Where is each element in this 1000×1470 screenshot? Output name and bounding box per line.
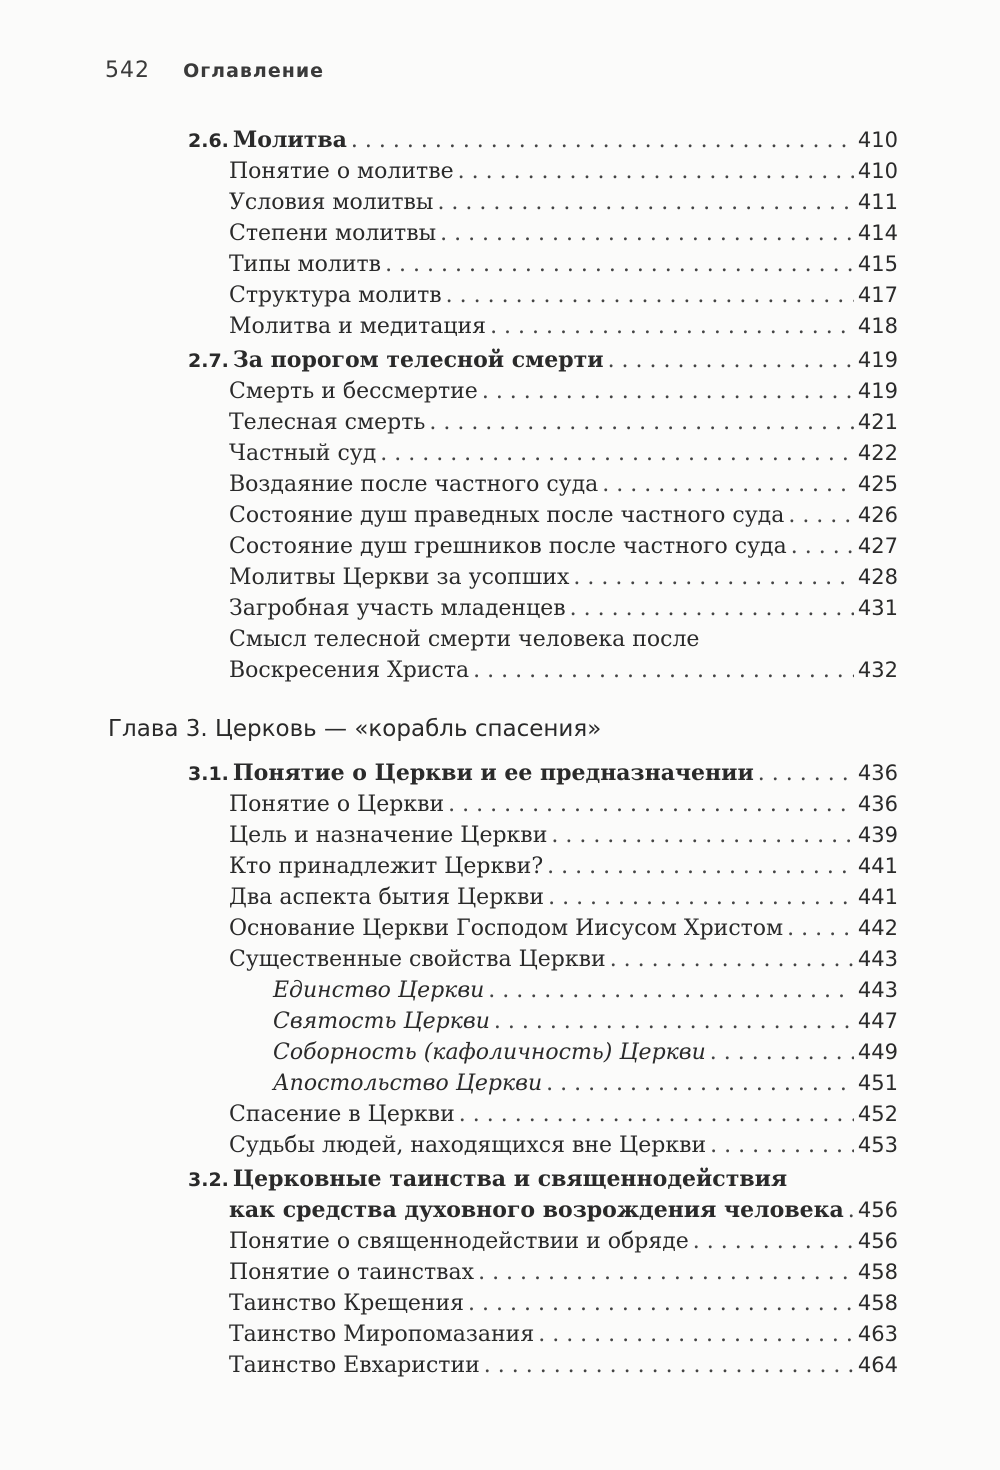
- entry-page-number: 432: [857, 658, 898, 682]
- entry-title: [229, 1130, 706, 1161]
- entry-title: [229, 376, 478, 407]
- toc-entry: [0, 562, 1000, 593]
- entry-label: Состояние душ праведных после частного суда: [229, 503, 785, 528]
- section-number: 3.2.: [188, 1169, 229, 1191]
- toc-entry: [0, 311, 1000, 342]
- toc-entry: [0, 1226, 1000, 1257]
- entry-page-number: 453: [857, 1133, 898, 1157]
- dot-leader: [608, 345, 854, 376]
- dot-leader: [758, 758, 854, 789]
- entry-label: Существенные свойства Церкви: [229, 947, 606, 972]
- section-number: 3.1.: [188, 763, 229, 785]
- entry-title: [273, 1006, 490, 1037]
- dot-leader: [446, 280, 854, 311]
- toc-entry: [0, 758, 1000, 789]
- entry-title: [229, 407, 425, 438]
- toc-entry: [0, 882, 1000, 913]
- entry-title: [229, 500, 784, 531]
- entry-title: [229, 655, 469, 686]
- entry-title: [229, 218, 436, 249]
- toc-block-chapter3: [0, 758, 1000, 1381]
- entry-label: Степени молитвы: [229, 221, 437, 246]
- entry-title: [188, 345, 604, 377]
- toc-entry: [0, 376, 1000, 407]
- entry-label: Состояние душ грешников после частного суда: [229, 534, 787, 559]
- entry-label: Воскресения Христа: [229, 658, 470, 683]
- toc-block-chapter2: [0, 125, 1000, 686]
- dot-leader: [570, 593, 854, 624]
- entry-title: [229, 593, 566, 624]
- dot-leader: [602, 469, 854, 500]
- entry-title: [229, 249, 381, 280]
- entry-page-number: 411: [857, 190, 898, 214]
- entry-label: За порогом телесной смерти: [232, 347, 604, 373]
- toc-entry: [0, 851, 1000, 882]
- entry-page-number: 418: [857, 314, 898, 338]
- entry-title: [229, 944, 606, 975]
- entry-label: Загробная участь младенцев: [229, 596, 566, 621]
- entry-title: [229, 562, 569, 593]
- toc-entry: [0, 469, 1000, 500]
- entry-title: [229, 187, 433, 218]
- entry-page-number: 428: [857, 565, 898, 589]
- entry-page-number: 443: [857, 947, 898, 971]
- chapter-heading: Глава 3. Церковь — «корабль спасения»: [108, 716, 602, 742]
- entry-title: [229, 1226, 689, 1257]
- entry-label: Судьбы людей, находящихся вне Церкви: [229, 1133, 707, 1158]
- entry-label: Условия молитвы: [229, 190, 434, 215]
- entry-page-number: 419: [857, 379, 898, 403]
- dot-leader: [710, 1037, 854, 1068]
- entry-title: [229, 1288, 464, 1319]
- section-number: 2.7.: [188, 350, 229, 372]
- entry-label: Молитва и медитация: [229, 314, 487, 339]
- page-number: 542: [105, 58, 150, 83]
- entry-page-number: 421: [857, 410, 898, 434]
- entry-label: Два аспекта бытия Церкви: [229, 885, 545, 910]
- entry-title: [229, 789, 444, 820]
- dot-leader: [787, 913, 854, 944]
- entry-title: [273, 1068, 542, 1099]
- entry-page-number: 447: [857, 1009, 898, 1033]
- entry-title: [229, 624, 699, 655]
- running-title: Оглавление: [183, 60, 325, 82]
- entry-page-number: 431: [857, 596, 898, 620]
- entry-label: Типы молитв: [229, 252, 382, 277]
- entry-label: Единство Церкви: [273, 978, 485, 1003]
- entry-page-number: 463: [857, 1322, 898, 1346]
- toc-entry: [0, 1130, 1000, 1161]
- toc-entry: [0, 1099, 1000, 1130]
- entry-title: [229, 882, 544, 913]
- entry-label: Понятие о молитве: [229, 159, 454, 184]
- toc-entry: [0, 1068, 1000, 1099]
- entry-page-number: 456: [857, 1229, 898, 1253]
- entry-label: Смерть и бессмертие: [229, 379, 478, 404]
- toc-entry: [0, 1037, 1000, 1068]
- toc-entry: [0, 407, 1000, 438]
- toc-entry: [0, 593, 1000, 624]
- toc-entry: [0, 913, 1000, 944]
- toc-entry: [0, 249, 1000, 280]
- entry-title: [229, 311, 486, 342]
- toc-entry: [0, 1195, 1000, 1226]
- entry-page-number: 422: [857, 441, 898, 465]
- toc-entry: [0, 975, 1000, 1006]
- entry-label: Кто принадлежит Церкви?: [229, 854, 544, 879]
- entry-title: [229, 156, 454, 187]
- entry-title: [229, 1350, 480, 1381]
- toc-entry: [0, 187, 1000, 218]
- entry-page-number: 427: [857, 534, 898, 558]
- entry-label: Воздаяние после частного суда: [229, 472, 599, 497]
- dot-leader: [490, 311, 854, 342]
- toc-entry: [0, 1350, 1000, 1381]
- dot-leader: [380, 438, 854, 469]
- entry-title: [188, 125, 347, 157]
- entry-title: [229, 280, 442, 311]
- entry-label: как средства духовного возрождения человека: [229, 1197, 844, 1223]
- toc-entry: [0, 655, 1000, 686]
- entry-title: [273, 975, 484, 1006]
- entry-page-number: 410: [857, 159, 898, 183]
- toc-entry: [0, 438, 1000, 469]
- entry-title: [188, 758, 754, 790]
- entry-page-number: 442: [857, 916, 898, 940]
- toc-entry: [0, 500, 1000, 531]
- entry-page-number: 441: [857, 885, 898, 909]
- entry-label: Цель и назначение Церкви: [229, 823, 548, 848]
- entry-title: [188, 1164, 787, 1196]
- section-number: 2.6.: [188, 130, 229, 152]
- toc-entry: [0, 125, 1000, 156]
- entry-label: Молитвы Церкви за усопших: [229, 565, 570, 590]
- entry-label: Спасение в Церкви: [229, 1102, 455, 1127]
- entry-label: Церковные таинства и священнодействия: [232, 1166, 788, 1192]
- dot-leader: [351, 125, 854, 156]
- entry-title: [229, 1195, 844, 1226]
- toc-entry: [0, 218, 1000, 249]
- toc-entry: [0, 789, 1000, 820]
- entry-page-number: 414: [857, 221, 898, 245]
- dot-leader: [473, 655, 854, 686]
- toc-entry: [0, 1257, 1000, 1288]
- entry-label: Структура молитв: [229, 283, 442, 308]
- dot-leader: [573, 562, 854, 593]
- entry-label: Святость Церкви: [273, 1009, 490, 1034]
- dot-leader: [547, 851, 854, 882]
- dot-leader: [484, 1350, 854, 1381]
- dot-leader: [693, 1226, 854, 1257]
- entry-page-number: 425: [857, 472, 898, 496]
- entry-title: [229, 438, 376, 469]
- entry-label: Апостольство Церкви: [273, 1071, 543, 1096]
- dot-leader: [448, 789, 854, 820]
- toc-entry: [0, 1288, 1000, 1319]
- entry-title: [229, 1257, 474, 1288]
- dot-leader: [791, 531, 854, 562]
- toc-entry: [0, 944, 1000, 975]
- dot-leader: [546, 1068, 854, 1099]
- entry-label: Понятие о Церкви и ее предназначении: [232, 760, 754, 786]
- entry-page-number: 426: [857, 503, 898, 527]
- entry-title: [229, 913, 783, 944]
- dot-leader: [494, 1006, 854, 1037]
- entry-title: [229, 820, 547, 851]
- entry-page-number: 417: [857, 283, 898, 307]
- dot-leader: [710, 1130, 854, 1161]
- entry-page-number: 419: [857, 348, 898, 372]
- entry-page-number: 436: [857, 792, 898, 816]
- dot-leader: [788, 500, 854, 531]
- entry-label: Понятие о таинствах: [229, 1260, 475, 1285]
- dot-leader: [478, 1257, 854, 1288]
- entry-page-number: 415: [857, 252, 898, 276]
- entry-page-number: 443: [857, 978, 898, 1002]
- entry-title: [229, 531, 787, 562]
- entry-label: Основание Церкви Господом Иисусом Христом: [229, 916, 784, 941]
- entry-title: [229, 469, 598, 500]
- dot-leader: [429, 407, 854, 438]
- toc-entry: [0, 345, 1000, 376]
- entry-page-number: 464: [857, 1353, 898, 1377]
- entry-label: Понятие о Церкви: [229, 792, 445, 817]
- toc-entry: [0, 1319, 1000, 1350]
- entry-page-number: 458: [857, 1291, 898, 1315]
- entry-title: [229, 1099, 455, 1130]
- toc-entry: [0, 1164, 1000, 1195]
- entry-page-number: 456: [857, 1198, 898, 1222]
- dot-leader: [610, 944, 854, 975]
- toc-entry: [0, 531, 1000, 562]
- entry-title: [273, 1037, 706, 1068]
- entry-title: [229, 1319, 534, 1350]
- toc-entry: [0, 156, 1000, 187]
- entry-page-number: 410: [857, 128, 898, 152]
- dot-leader: [440, 218, 854, 249]
- entry-label: Молитва: [232, 127, 347, 153]
- entry-label: Соборность (кафоличность) Церкви: [273, 1040, 706, 1065]
- dot-leader: [482, 376, 854, 407]
- entry-page-number: 451: [857, 1071, 898, 1095]
- entry-page-number: 452: [857, 1102, 898, 1126]
- entry-label: Смысл телесной смерти человека после: [229, 627, 700, 652]
- dot-leader: [437, 187, 853, 218]
- dot-leader: [385, 249, 854, 280]
- entry-page-number: 449: [857, 1040, 898, 1064]
- dot-leader: [848, 1195, 854, 1226]
- dot-leader: [458, 156, 854, 187]
- dot-leader: [468, 1288, 854, 1319]
- table-of-contents: [0, 122, 1000, 1381]
- dot-leader: [459, 1099, 854, 1130]
- entry-page-number: 436: [857, 761, 898, 785]
- entry-label: Таинство Крещения: [229, 1291, 465, 1316]
- entry-label: Таинство Евхаристии: [229, 1353, 480, 1378]
- entry-label: Понятие о священнодействии и обряде: [229, 1229, 689, 1254]
- toc-entry: [0, 820, 1000, 851]
- entry-label: Таинство Миропомазания: [229, 1322, 535, 1347]
- dot-leader: [551, 820, 854, 851]
- dot-leader: [538, 1319, 854, 1350]
- toc-entry: [0, 280, 1000, 311]
- entry-page-number: 458: [857, 1260, 898, 1284]
- dot-leader: [548, 882, 854, 913]
- entry-page-number: 439: [857, 823, 898, 847]
- running-head: [105, 58, 324, 83]
- toc-entry: [0, 1006, 1000, 1037]
- entry-page-number: 441: [857, 854, 898, 878]
- entry-title: [229, 851, 543, 882]
- toc-entry: [0, 624, 1000, 655]
- entry-label: Частный суд: [229, 441, 377, 466]
- dot-leader: [488, 975, 854, 1006]
- entry-label: Телесная смерть: [229, 410, 426, 435]
